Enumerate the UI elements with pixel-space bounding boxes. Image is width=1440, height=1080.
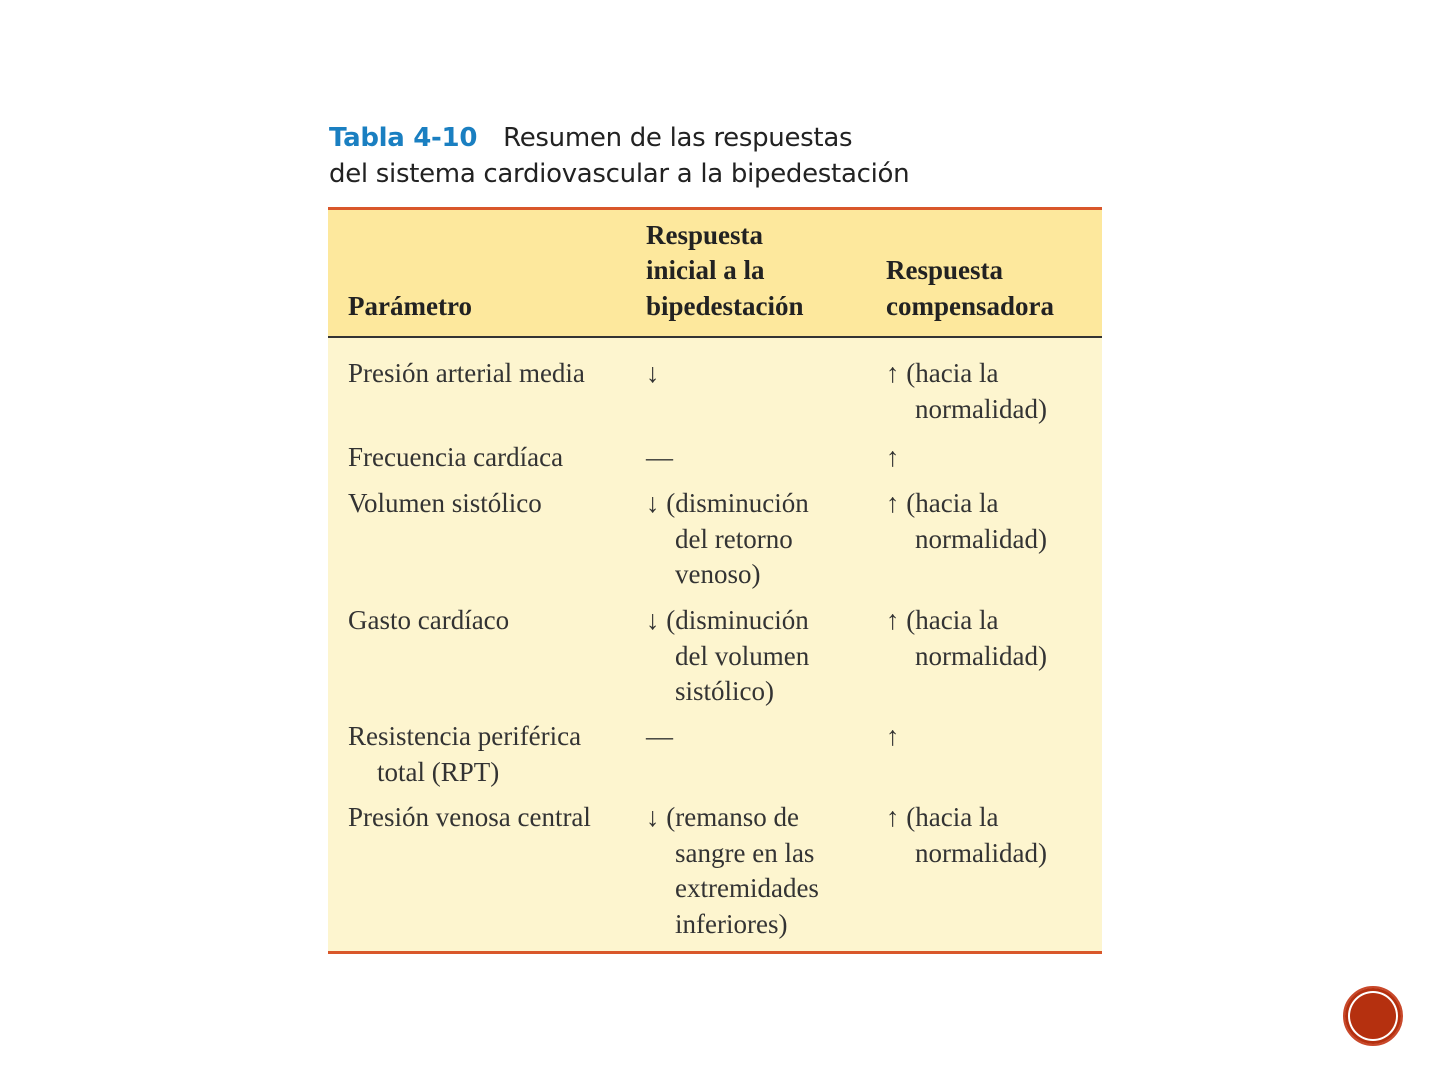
initial-response-cell: —: [646, 721, 673, 751]
initial-response-cell: ↓ (remanso de sangre en las extremidades inferiores): [646, 802, 819, 939]
header-parameter: Parámetro: [348, 290, 472, 321]
compensatory-response-cell: ↑: [886, 721, 900, 751]
compensatory-response-cell: ↑ (hacia la normalidad): [886, 488, 1047, 554]
parameter-cell: Gasto cardíaco: [348, 605, 510, 635]
header-initial-response: Respuesta inicial a la bipedestación: [646, 219, 804, 321]
initial-response-cell: ↓ (disminución del volumen sistólico): [646, 605, 810, 706]
compensatory-response-cell: ↑: [886, 442, 900, 472]
compensatory-response-cell: ↑ (hacia la normalidad): [886, 802, 1047, 868]
compensatory-response-cell: ↑ (hacia la normalidad): [886, 358, 1047, 424]
compensatory-response-cell: ↑ (hacia la normalidad): [886, 605, 1047, 671]
table-number: Tabla 4-10: [329, 123, 478, 153]
caption-title-line2: del sistema cardiovascular a la bipedestación: [329, 159, 910, 189]
table-header: [328, 210, 1102, 338]
parameter-cell: Resistencia periférica total (RPT): [348, 721, 582, 787]
parameter-cell: Frecuencia cardíaca: [348, 442, 564, 472]
initial-response-cell: ↓ (disminución del retorno venoso): [646, 488, 809, 589]
initial-response-cell: —: [646, 442, 673, 472]
caption-title-line1: Resumen de las respuestas: [503, 123, 853, 153]
initial-response-cell: ↓: [646, 358, 660, 388]
table-caption: [329, 120, 909, 192]
slide-badge-icon: [1343, 986, 1403, 1046]
header-compensatory-response: Respuesta compensadora: [886, 255, 1054, 321]
parameter-cell: Presión venosa central: [348, 802, 591, 832]
parameter-cell: Volumen sistólico: [348, 488, 542, 518]
parameter-cell: Presión arterial media: [348, 358, 585, 388]
summary-table: [328, 207, 1102, 954]
